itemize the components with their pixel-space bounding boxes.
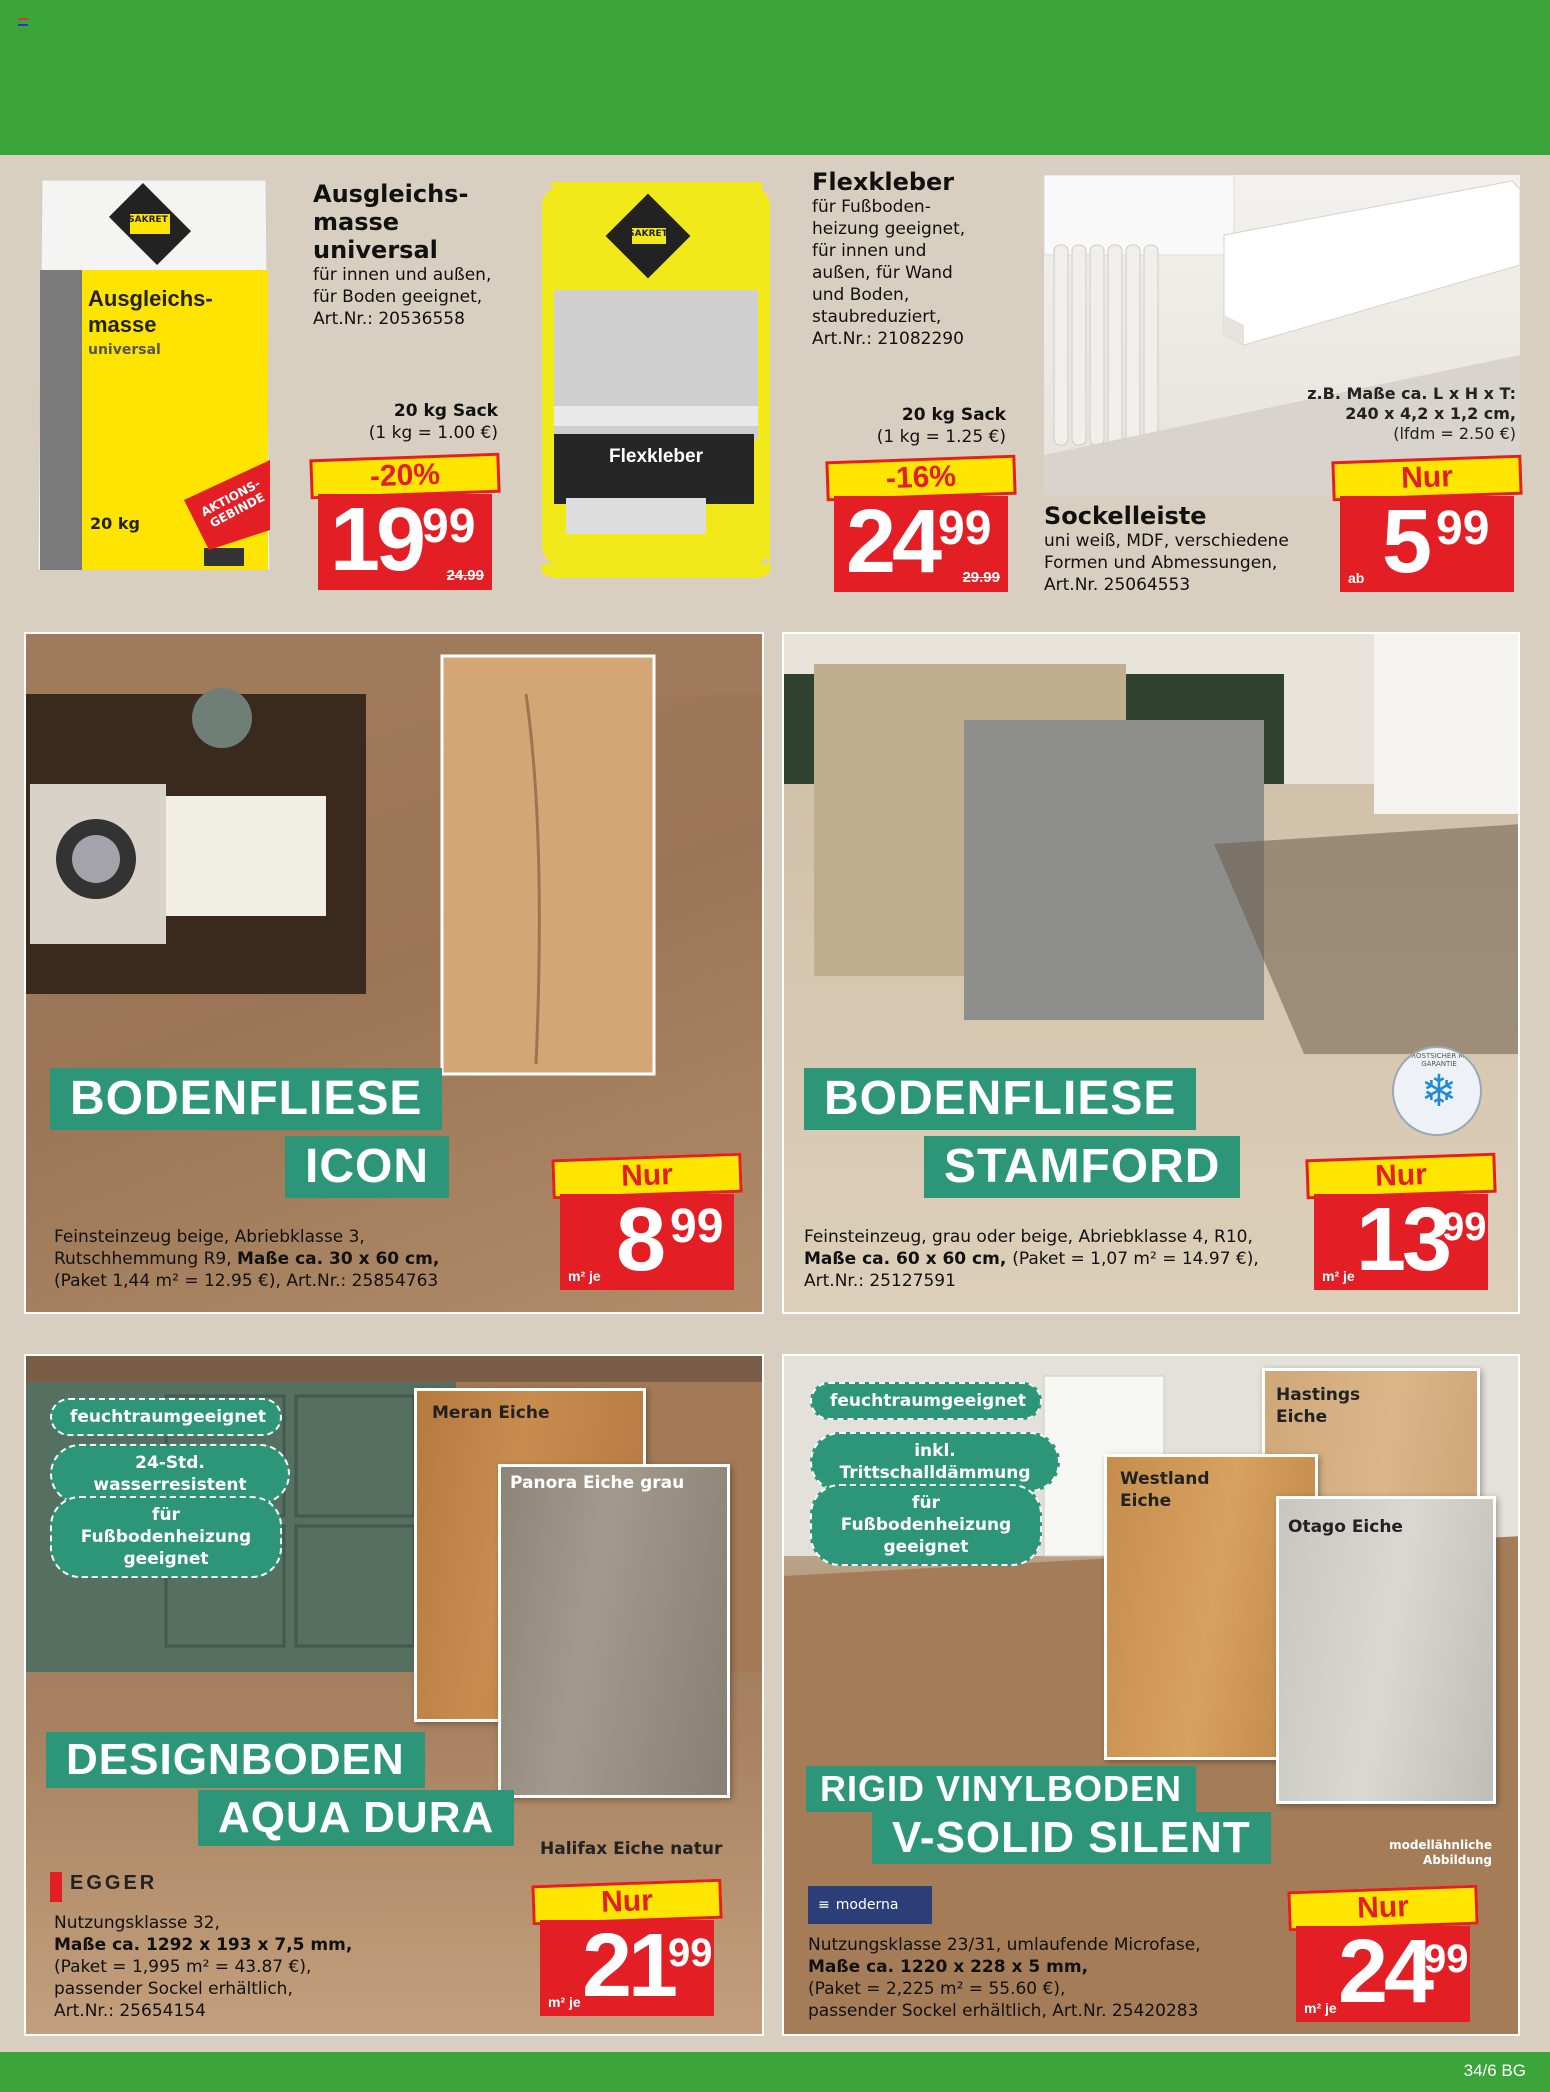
product-desc-l5: und Boden, [812, 285, 910, 305]
product-desc-icon [54, 1226, 534, 1292]
pack-info-ausgleichsmasse [300, 400, 498, 444]
product-title: Flexkleber [812, 168, 955, 196]
product-desc-vsolid [808, 1934, 1288, 2022]
bag-sub: universal [88, 342, 161, 358]
swatch-label-halifax: Halifax Eiche natur [540, 1839, 723, 1859]
menu-icon[interactable] [18, 18, 28, 26]
price-cents: 99 [1442, 1205, 1487, 1249]
desc-l2: Maße ca. 1292 x 193 x 7,5 mm, [54, 1935, 353, 1955]
price-cents: 99 [668, 1931, 713, 1975]
product-desc-l3: Art.Nr. 25064553 [1044, 575, 1191, 595]
price-old: 29.99 [962, 569, 1000, 586]
product-desc-l6: staubreduziert, [812, 307, 942, 327]
pack-info-flexkleber [808, 404, 1006, 448]
desc-l3: (Paket = 2,225 m² = 55.60 €), [808, 1979, 1066, 1999]
product-desc-l3: Art.Nr.: 20536558 [313, 309, 465, 329]
desc-l2a: Maße ca. 60 x 60 cm, [804, 1249, 1013, 1269]
swatch-label-panora: Panora Eiche grau [510, 1473, 685, 1493]
price-prefix: m² je [548, 1994, 581, 2010]
product-info-flexkleber [812, 168, 1012, 350]
pill-trittschall: inkl. Trittschalldämmung [810, 1432, 1060, 1492]
desc-l5: Art.Nr.: 25654154 [54, 2001, 206, 2021]
bag-badge: AKTIONS-GEBINDE [198, 476, 267, 531]
product-desc-l1: für Fußboden- [812, 197, 931, 217]
price-block-sockelleiste [1332, 458, 1522, 594]
nur-tag: Nur [531, 1879, 722, 1926]
product-desc-l2: Formen und Abmessungen, [1044, 553, 1278, 573]
size-l2: 240 x 4,2 x 1,2 cm, [1345, 404, 1516, 423]
bag-weight: 20 kg [90, 514, 140, 533]
price-box [540, 1916, 714, 2016]
swatch-label-hastings: Hastings Eiche [1276, 1385, 1361, 1427]
price-block-ausgleichsmasse [310, 456, 500, 592]
unit-price: (1 kg = 1.00 €) [368, 423, 498, 443]
bag-title: Ausgleichs-masse [88, 286, 213, 337]
price-block-vsolid [1288, 1888, 1478, 2024]
price-cents: 99 [1424, 1937, 1469, 1981]
desc-l4: passender Sockel erhältlich, Art.Nr. 25420283 [808, 2001, 1199, 2021]
product-desc-l1: uni weiß, MDF, verschiedene [1044, 531, 1289, 551]
desc-l1: Nutzungsklasse 23/31, umlaufende Microfase, [808, 1935, 1201, 1955]
price-box [834, 492, 1008, 592]
pack-size: 20 kg Sack [393, 401, 498, 421]
banner-title-l2: V-SOLID SILENT [872, 1812, 1271, 1864]
product-desc-l3: für innen und [812, 241, 927, 261]
desc-l2 [804, 1248, 1324, 1270]
banner-title-l2: AQUA DURA [198, 1790, 514, 1846]
product-desc-l4: außen, für Wand [812, 263, 953, 283]
frost-seal [1392, 1046, 1482, 1136]
price-block-flexkleber [826, 458, 1016, 594]
nur-tag: Nur [1305, 1153, 1496, 1200]
price-main: 13 [1356, 1190, 1449, 1290]
snowflake-icon: ❄ [1420, 1066, 1458, 1117]
desc-l2a: Rutschhemmung R9, [54, 1249, 237, 1269]
header-bar [0, 0, 1550, 155]
product-bag-ausgleichsmasse [34, 170, 274, 590]
desc-l2b: (Paket = 1,07 m² = 14.97 €), [1012, 1249, 1259, 1269]
desc-l2 [54, 1248, 534, 1270]
price-prefix: m² je [568, 1268, 601, 1284]
bag-image [34, 170, 274, 590]
pack-size: 20 kg Sack [901, 405, 1006, 425]
price-cents: 99 [938, 502, 992, 555]
product-info-ausgleichsmasse [313, 180, 513, 330]
desc-l2b: Maße ca. 30 x 60 cm, [237, 1249, 440, 1269]
product-info-sockelleiste [1044, 502, 1344, 596]
product-desc-l2: für Boden geeignet, [313, 287, 483, 307]
swatch-otago-eiche [1276, 1496, 1496, 1804]
product-desc-l7: Art.Nr.: 21082290 [812, 329, 964, 349]
price-prefix: m² je [1322, 1268, 1355, 1284]
swatch-label-otago: Otago Eiche [1288, 1517, 1403, 1537]
product-title-l3: universal [313, 236, 438, 264]
price-prefix: ab [1348, 570, 1365, 586]
desc-l4: passender Sockel erhältlich, [54, 1979, 293, 1999]
desc-l1: Nutzungsklasse 32, [54, 1913, 220, 1933]
product-title-l2: masse [313, 208, 400, 236]
price-block-stamford [1306, 1156, 1496, 1292]
note-modellaehnlich: modellähnliche Abbildung [1389, 1838, 1492, 1867]
product-desc-l2: heizung geeignet, [812, 219, 966, 239]
discount-tag: -16% [825, 455, 1016, 502]
price-main: 19 [330, 490, 423, 590]
swatch-panora-eiche [498, 1464, 730, 1798]
bag-brand: SAKRET [128, 215, 168, 225]
price-cents: 99 [422, 500, 476, 553]
product-desc-aqua-dura [54, 1912, 394, 2022]
nur-tag: Nur [1287, 1885, 1478, 1932]
brand-moderna [808, 1886, 932, 1924]
price-block-aqua-dura [532, 1882, 722, 2018]
footer-bar [0, 2052, 1550, 2092]
price-box [1340, 492, 1514, 592]
swatch-label-westland: Westland Eiche [1120, 1469, 1210, 1511]
price-cents: 99 [670, 1200, 724, 1253]
desc-l1: Feinsteinzeug beige, Abriebklasse 3, [54, 1227, 365, 1247]
price-box [1296, 1922, 1470, 2022]
pill-feuchtraum: feuchtraumgeeignet [50, 1398, 282, 1436]
brand-moderna-text: moderna [835, 1897, 899, 1913]
pill-feuchtraum: feuchtraumgeeignet [810, 1382, 1042, 1420]
desc-l3: (Paket = 1,995 m² = 43.87 €), [54, 1957, 312, 1977]
price-main: 24 [846, 492, 939, 592]
menu-lines-icon: ≡ [818, 1897, 830, 1913]
product-photo-sockelleiste [1044, 175, 1520, 495]
page-number: 34/6 BG [1463, 2061, 1526, 2080]
size-l3: (lfdm = 2.50 €) [1393, 424, 1516, 443]
nur-tag: Nur [1331, 455, 1522, 502]
brand-egger-text: EGGER [70, 1872, 158, 1894]
price-old: 24.99 [446, 567, 484, 584]
pill-fussbodenheizung: für Fußbodenheizung geeignet [810, 1484, 1042, 1566]
unit-price: (1 kg = 1.25 €) [876, 427, 1006, 447]
price-box [1314, 1190, 1488, 1290]
product-desc-stamford [804, 1226, 1324, 1292]
banner-title-l1: BODENFLIESE [50, 1068, 442, 1130]
price-box [318, 490, 492, 590]
desc-l3: (Paket 1,44 m² = 12.95 €), Art.Nr.: 25854763 [54, 1271, 439, 1291]
banner-title-l2: ICON [285, 1136, 449, 1198]
price-block-icon [552, 1156, 742, 1292]
swatch-label-meran: Meran Eiche [432, 1403, 550, 1423]
price-cents: 99 [1436, 502, 1490, 555]
pill-fussbodenheizung: für Fußbodenheizung geeignet [50, 1496, 282, 1578]
sockel-image [1044, 175, 1520, 495]
size-info-sockelleiste [1280, 384, 1516, 444]
nur-tag: Nur [551, 1153, 742, 1200]
desc-l1: Feinsteinzeug, grau oder beige, Abriebklasse 4, R10, [804, 1227, 1253, 1247]
desc-l3: Art.Nr.: 25127591 [804, 1271, 956, 1291]
price-main: 21 [582, 1916, 675, 2016]
price-main: 5 [1382, 492, 1429, 592]
product-title-l1: Ausgleichs- [313, 180, 469, 208]
brand-egger [50, 1872, 192, 1902]
size-l1: z.B. Maße ca. L x H x T: [1307, 384, 1516, 403]
bag-title: Flexkleber [609, 446, 703, 467]
pill-wasserresistent: 24-Std. wasserresistent [50, 1444, 290, 1504]
price-prefix: m² je [1304, 2000, 1337, 2016]
banner-title-l2: STAMFORD [924, 1136, 1240, 1198]
product-bag-flexkleber [536, 176, 776, 580]
banner-title-l1: BODENFLIESE [804, 1068, 1196, 1130]
desc-l2: Maße ca. 1220 x 228 x 5 mm, [808, 1957, 1089, 1977]
bag-brand: SAKRET [628, 229, 668, 239]
banner-title-l1: RIGID VINYLBODEN [806, 1766, 1196, 1812]
price-main: 24 [1338, 1922, 1431, 2022]
price-box [560, 1190, 734, 1290]
discount-tag: -20% [309, 453, 500, 500]
seal-text: FROSTSICHER MIT GARANTIE [1407, 1052, 1471, 1068]
product-desc-l1: für innen und außen, [313, 265, 492, 285]
product-title: Sockelleiste [1044, 502, 1207, 530]
price-main: 8 [616, 1190, 663, 1290]
banner-title-l1: DESIGNBODEN [46, 1732, 425, 1788]
